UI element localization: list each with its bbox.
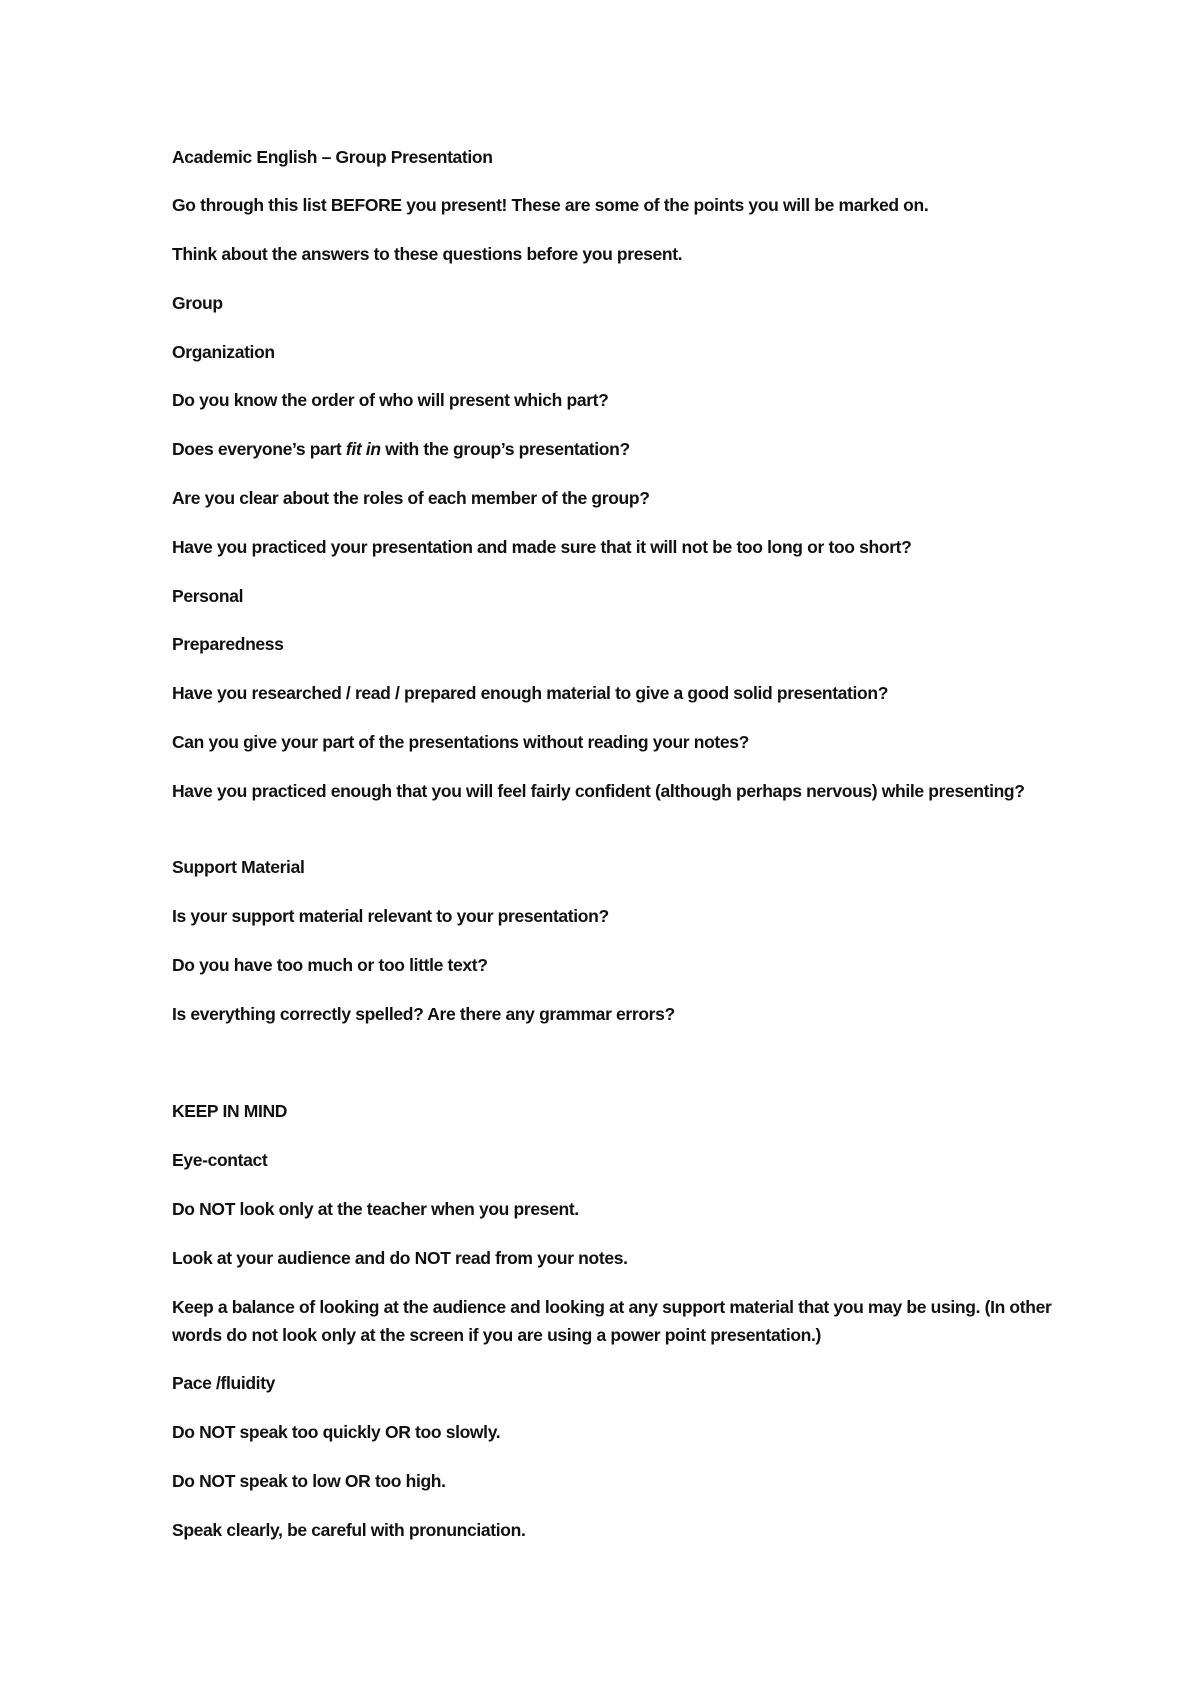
personal-heading: Personal [172, 586, 244, 606]
group-heading: Group [172, 293, 223, 313]
eye-contact-point-3: Keep a balance of looking at the audience and looking at any support material that you may be using. (In other words do not look only at the screen if you are using a power point presentation.) [172, 1297, 1052, 1345]
preparedness-question-2: Can you give your part of the presentations without reading your notes? [172, 732, 750, 752]
support-question-2: Do you have too much or too little text? [172, 955, 488, 975]
eye-contact-point-2: Look at your audience and do NOT read from your notes. [172, 1248, 628, 1268]
keep-in-mind-heading: KEEP IN MIND [172, 1101, 288, 1121]
organization-heading: Organization [172, 342, 275, 362]
pace-point-3: Speak clearly, be careful with pronunciation. [172, 1520, 526, 1540]
question-text-after: with the group’s presentation? [380, 439, 630, 459]
eye-contact-heading: Eye-contact [172, 1150, 268, 1170]
pace-point-1: Do NOT speak too quickly OR too slowly. [172, 1422, 501, 1442]
pace-heading: Pace /fluidity [172, 1373, 276, 1393]
intro-note: Think about the answers to these questions before you present. [172, 244, 683, 264]
question-emphasis: fit in [345, 439, 381, 459]
support-material-heading: Support Material [172, 857, 305, 877]
preparedness-question-1: Have you researched / read / prepared enough material to give a good solid presentation? [172, 683, 889, 703]
pace-point-2: Do NOT speak to low OR too high. [172, 1471, 446, 1491]
organization-question-2 [172, 435, 630, 463]
document-title: Academic English – Group Presentation [172, 147, 493, 167]
question-text-before: Does everyone’s part [172, 439, 346, 459]
eye-contact-point-1: Do NOT look only at the teacher when you present. [172, 1199, 579, 1219]
organization-question-4: Have you practiced your presentation and made sure that it will not be too long or too short? [172, 537, 912, 557]
organization-question-1: Do you know the order of who will present which part? [172, 390, 609, 410]
preparedness-question-3: Have you practiced enough that you will feel fairly confident (although perhaps nervous) while presenting? [172, 781, 1025, 801]
preparedness-heading: Preparedness [172, 634, 284, 654]
support-question-1: Is your support material relevant to your presentation? [172, 906, 609, 926]
intro-instruction: Go through this list BEFORE you present! These are some of the points you will be marked on. [172, 195, 929, 215]
organization-question-3: Are you clear about the roles of each member of the group? [172, 488, 650, 508]
support-question-3: Is everything correctly spelled? Are there any grammar errors? [172, 1004, 675, 1024]
